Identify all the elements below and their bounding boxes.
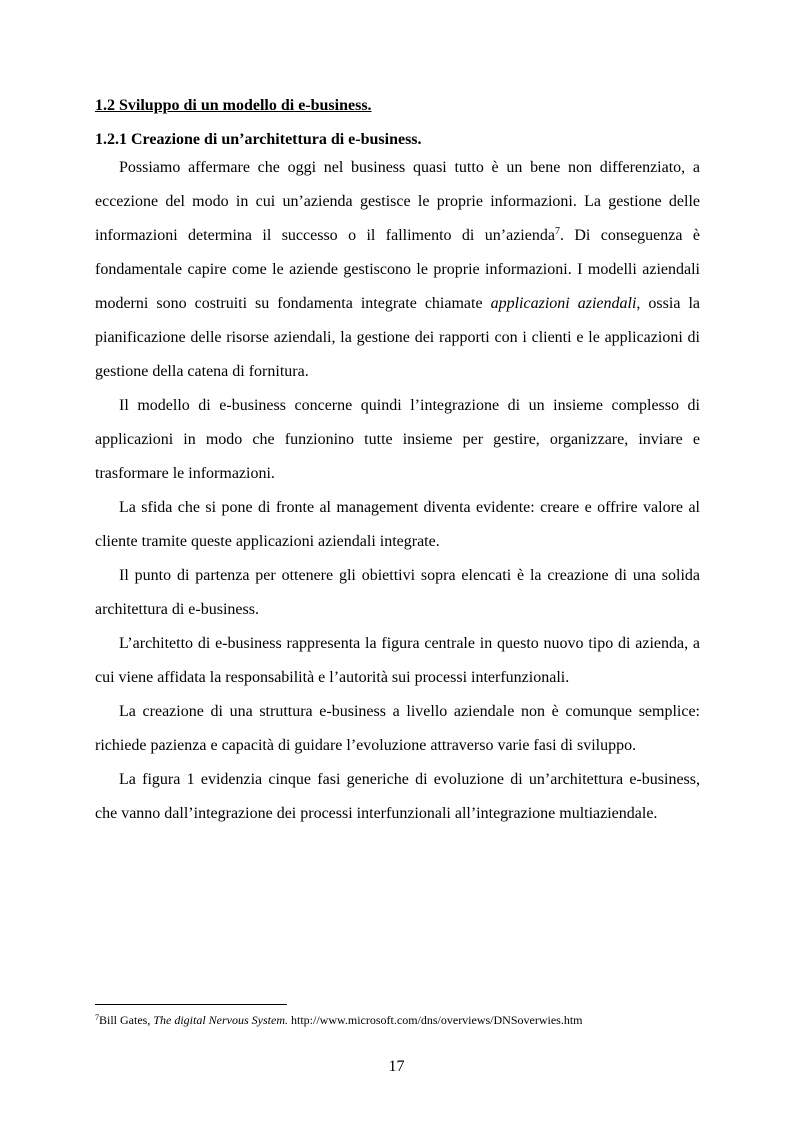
- page-body: [95, 96, 700, 831]
- paragraph-4: Il punto di partenza per ottenere gli obiettivi sopra elencati è la creazione di una solida architettura di e-business.: [95, 567, 700, 618]
- footnote-reference: 7: [554, 226, 560, 237]
- emphasis-applicazioni-aziendali: applicazioni aziendali: [490, 295, 637, 312]
- footnote-title: The digital Nervous System.: [153, 1013, 288, 1027]
- paragraph-1: [95, 151, 700, 389]
- section-heading: 1.2 Sviluppo di un modello di e-business.: [95, 97, 372, 114]
- page-number: 17: [388, 1058, 405, 1075]
- paragraph-3: La sfida che si pone di fronte al management diventa evidente: creare e offrire valore al cliente tramite queste applicazioni aziendali integrate.: [95, 499, 700, 550]
- paragraph-6: La creazione di una struttura e-business a livello aziendale non è comunque semplice: richiede pazienza e capacità di guidare l’evoluzione attraverso varie fasi di sviluppo.: [95, 703, 700, 754]
- footnote-number: 7: [95, 1013, 99, 1022]
- paragraph-7: La figura 1 evidenzia cinque fasi generiche di evoluzione di un’architettura e-business, che vanno dall’integrazione dei processi interfunzionali all’integrazione multiaziendale.: [95, 771, 700, 822]
- paragraph-5: L’architetto di e-business rappresenta la figura centrale in questo nuovo tipo di azienda, a cui viene affidata la responsabilità e l’autorità sui processi interfunzionali.: [95, 635, 700, 686]
- paragraph-1-text-a: Possiamo affermare che oggi nel business quasi tutto è un bene non differenziato, a eccezione del modo in cui un’azienda gestisce le proprie informazioni. La gestione delle informazioni determina il successo o il fallimento di un’azienda: [95, 159, 700, 244]
- footnote-url: http://www.microsoft.com/dns/overviews/DNSoverwies.htm: [287, 1013, 583, 1027]
- paragraph-2: Il modello di e-business concerne quindi l’integrazione di un insieme complesso di applicazioni in modo che funzionino tutte insieme per gestire, organizzare, inviare e trasformare le informazioni.: [95, 397, 700, 482]
- subsection-heading: 1.2.1 Creazione di un’architettura di e-business.: [95, 131, 422, 148]
- paragraph-1-text-c: , ossia la pianificazione delle risorse aziendali, la gestione dei rapporti con i clienti e le applicazioni di gestione della catena di fornitura.: [95, 295, 700, 380]
- footnote: [95, 1013, 735, 1028]
- paragraph-1-text-b: . Di conseguenza è fondamentale capire come le aziende gestiscono le proprie informazioni. I modelli aziendali moderni sono costruiti su fondamenta integrate chiamate: [95, 227, 700, 312]
- footnote-author: Bill Gates,: [99, 1013, 154, 1027]
- footnote-divider: [95, 1004, 287, 1005]
